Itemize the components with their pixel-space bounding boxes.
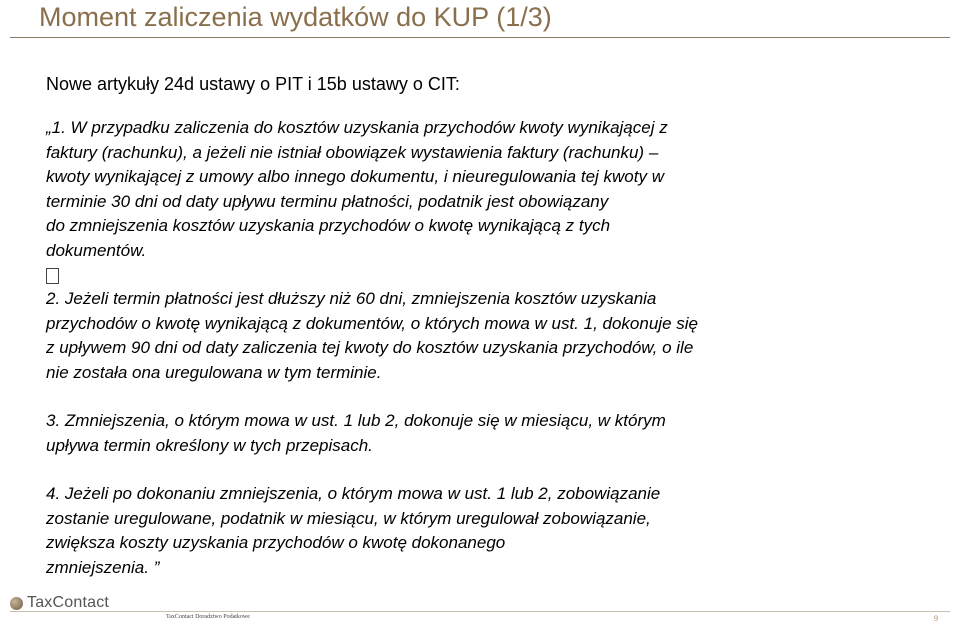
logo-text: TaxContact bbox=[27, 594, 110, 611]
p2-line-3: z upływem 90 dni od daty zaliczenia tej kwoty do kosztów uzyskania przychodów, o ile bbox=[46, 338, 694, 357]
p4-line-1: 4. Jeżeli po dokonaniu zmniejszenia, o którym mowa w ust. 1 lub 2, zobowiązanie bbox=[46, 484, 661, 503]
logo-mark-icon bbox=[10, 597, 23, 610]
p3-line-1: 3. Zmniejszenia, o którym mowa w ust. 1 lub 2, dokonuje się w miesiącu, w którym bbox=[46, 411, 666, 430]
p2-line-2: przychodów o kwotę wynikającą z dokumentów, o których mowa w ust. 1, dokonuje się bbox=[46, 313, 698, 333]
title-divider bbox=[10, 37, 950, 38]
page-number: 9 bbox=[934, 614, 938, 623]
p4-line-3: zwiększa koszty uzyskania przychodów o kwotę dokonanego bbox=[46, 533, 506, 552]
placeholder-box-icon bbox=[46, 268, 59, 284]
spacer bbox=[46, 385, 798, 409]
missing-glyph-icon bbox=[46, 263, 798, 287]
p4-line-2: zostanie uregulowane, podatnik w miesiącu, w którym uregulował zobowiązanie, bbox=[46, 508, 651, 528]
taxcontact-logo bbox=[10, 594, 109, 612]
p2-line-4: nie została ona uregulowana w tym terminie. bbox=[46, 362, 382, 382]
footer-company: TaxContact Doradztwo Podatkowe bbox=[166, 614, 250, 620]
intro-text: Nowe artykuły 24d ustawy o PIT i 15b ustawy o CIT: bbox=[46, 74, 460, 94]
p1-line-2: faktury (rachunku), a jeżeli nie istniał obowiązek wystawienia faktury (rachunku) – bbox=[46, 142, 659, 162]
p1-line-1: „1. W przypadku zaliczenia do kosztów uzyskania przychodów kwoty wynikającej z bbox=[46, 118, 668, 137]
p1-line-3: kwoty wynikającej z umowy albo innego dokumentu, i nieuregulowania tej kwoty w bbox=[46, 167, 664, 186]
p4-line-4: zmniejszenia. ” bbox=[46, 557, 160, 577]
footer-divider bbox=[10, 611, 950, 612]
p1-line-5: do zmniejszenia kosztów uzyskania przychodów o kwotę wynikającą z tych bbox=[46, 216, 611, 235]
slide-title: Moment zaliczenia wydatków do KUP (1/3) bbox=[39, 2, 552, 32]
spacer bbox=[46, 458, 798, 482]
paragraph-2 bbox=[46, 287, 798, 385]
p3-line-2: upływa termin określony w tych przepisach. bbox=[46, 435, 373, 455]
p1-line-6: dokumentów. bbox=[46, 240, 147, 260]
paragraph-4 bbox=[46, 482, 798, 580]
p2-line-1: 2. Jeżeli termin płatności jest dłuższy niż 60 dni, zmniejszenia kosztów uzyskania bbox=[46, 289, 657, 308]
paragraph-3 bbox=[46, 409, 798, 458]
paragraph-1 bbox=[46, 116, 798, 263]
slide-body bbox=[46, 116, 798, 580]
p1-line-4: terminie 30 dni od daty upływu terminu płatności, podatnik jest obowiązany bbox=[46, 191, 609, 211]
